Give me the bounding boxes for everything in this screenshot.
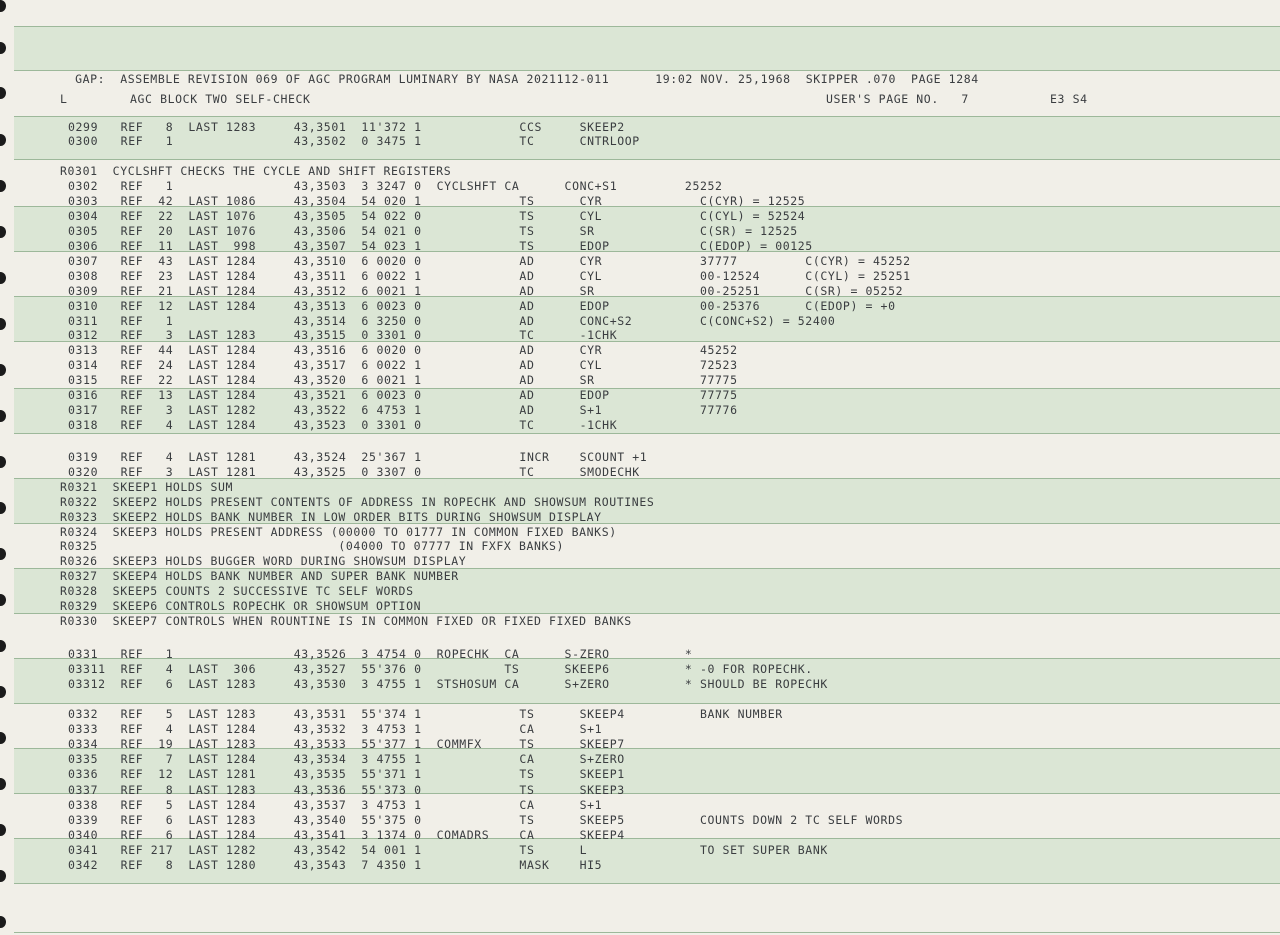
listing-line: 0332 REF 5 LAST 1283 43,3531 55'374 1 TS SKEEP4 BANK NUMBER [68, 707, 783, 721]
listing-line: R0301 CYCLSHFT CHECKS THE CYCLE AND SHIFT REGISTERS [60, 164, 452, 178]
header-right: 19:02 NOV. 25,1968 SKIPPER .070 PAGE 1284 [655, 72, 979, 86]
listing-line: 0338 REF 5 LAST 1284 43,3537 3 4753 1 CA S+1 [68, 797, 603, 812]
user-page-number: USER'S PAGE NO. 7 [826, 92, 969, 106]
page-header [60, 58, 979, 86]
listing-line: 0315 REF 22 LAST 1284 43,3520 6 0021 1 AD SR 77775 [68, 373, 738, 388]
page-code: E3 S4 [1050, 92, 1088, 106]
listing-line: R0326 SKEEP3 HOLDS BUGGER WORD DURING SHOWSUM DISPLAY [60, 554, 467, 569]
listing-line: R0325 (04000 TO 07777 IN FXFX BANKS) [60, 539, 565, 554]
listing-line: 0342 REF 8 LAST 1280 43,3543 7 4350 1 MASK HI5 [68, 858, 603, 872]
punch-hole [0, 778, 6, 790]
listing-line: 0310 REF 12 LAST 1284 43,3513 6 0023 0 AD EDOP 00-25376 C(EDOP) = +0 [68, 298, 896, 313]
rule-line [14, 26, 1280, 27]
punch-hole [0, 686, 6, 698]
punch-hole [0, 732, 6, 744]
listing-line: R0321 SKEEP1 HOLDS SUM [60, 479, 234, 494]
listing-line: 0335 REF 7 LAST 1284 43,3534 3 4755 1 CA S+ZERO [68, 752, 625, 767]
punch-hole [0, 640, 6, 652]
punch-hole [0, 272, 6, 284]
listing-line: R0322 SKEEP2 HOLDS PRESENT CONTENTS OF ADDRESS IN ROPECHK AND SHOWSUM ROUTINES [60, 494, 655, 509]
listing-line: 0307 REF 43 LAST 1284 43,3510 6 0020 0 AD CYR 37777 C(CYR) = 45252 [68, 253, 911, 268]
punch-hole [0, 364, 6, 376]
listing-line: 0300 REF 1 43,3502 0 3475 1 TC CNTRLOOP [68, 133, 640, 148]
listing-line: 0304 REF 22 LAST 1076 43,3505 54 022 0 TS CYL C(CYL) = 52524 [68, 208, 806, 223]
punch-hole [0, 870, 6, 882]
listing-line: 0302 REF 1 43,3503 3 3247 0 CYCLSHFT CA CONC+S1 25252 [68, 178, 723, 193]
listing-line: 0336 REF 12 LAST 1281 43,3535 55'371 1 TS SKEEP1 [68, 767, 625, 782]
rule-line [14, 932, 1280, 933]
listing-line: R0327 SKEEP4 HOLDS BANK NUMBER AND SUPER BANK NUMBER [60, 569, 459, 584]
punch-hole [0, 594, 6, 606]
listing-line: 03312 REF 6 LAST 1283 43,3530 3 4755 1 STSHOSUM CA S+ZERO * SHOULD BE ROPECHK [68, 676, 828, 691]
listing-line: 0319 REF 4 LAST 1281 43,3524 25'367 1 INCR SCOUNT +1 [68, 450, 648, 464]
listing-line: 0308 REF 23 LAST 1284 43,3511 6 0022 1 AD CYL 00-12524 C(CYL) = 25251 [68, 268, 911, 283]
punch-hole [0, 318, 6, 330]
punch-hole [0, 916, 6, 928]
listing-line: 0334 REF 19 LAST 1283 43,3533 55'377 1 COMMFX TS SKEEP7 [68, 737, 625, 752]
listing-line: 0337 REF 8 LAST 1283 43,3536 55'373 0 TS SKEEP3 [68, 782, 625, 797]
listing-line: 0317 REF 3 LAST 1282 43,3522 6 4753 1 AD S+1 77776 [68, 403, 738, 418]
punch-hole [0, 502, 6, 514]
listing-line: 0305 REF 20 LAST 1076 43,3506 54 021 0 TS SR C(SR) = 12525 [68, 223, 798, 238]
listing-line: 0311 REF 1 43,3514 6 3250 0 AD CONC+S2 C(CONC+S2) = 52400 [68, 313, 836, 328]
listing-line: 0306 REF 11 LAST 998 43,3507 54 023 1 TS EDOP C(EDOP) = 00125 [68, 238, 813, 253]
rule-line [14, 883, 1280, 884]
punch-hole [0, 548, 6, 560]
listing-line: 0341 REF 217 LAST 1282 43,3542 54 001 1 TS L TO SET SUPER BANK [68, 842, 828, 857]
listing-line: 0314 REF 24 LAST 1284 43,3517 6 0022 1 AD CYL 72523 [68, 358, 738, 373]
listing-line: 0299 REF 8 LAST 1283 43,3501 11'372 1 CCS SKEEP2 [68, 120, 625, 134]
margin-mark: L [60, 92, 68, 106]
listing-line: 0312 REF 3 LAST 1283 43,3515 0 3301 0 TC -1CHK [68, 328, 618, 343]
listing-line: R0329 SKEEP6 CONTROLS ROPECHK OR SHOWSUM OPTION [60, 599, 422, 613]
listing-line: 0313 REF 44 LAST 1284 43,3516 6 0020 0 AD CYR 45252 [68, 343, 738, 358]
listing-line: R0324 SKEEP3 HOLDS PRESENT ADDRESS (00000 TO 01777 IN COMMON FIXED BANKS) [60, 524, 617, 539]
listing-line: 0316 REF 13 LAST 1284 43,3521 6 0023 0 AD EDOP 77775 [68, 388, 738, 403]
listing-line: R0323 SKEEP2 HOLDS BANK NUMBER IN LOW ORDER BITS DURING SHOWSUM DISPLAY [60, 509, 602, 524]
listing-line: R0328 SKEEP5 COUNTS 2 SUCCESSIVE TC SELF WORDS [60, 584, 414, 599]
rule-line [14, 433, 1280, 434]
listing-line: 0303 REF 42 LAST 1086 43,3504 54 020 1 TS CYR C(CYR) = 12525 [68, 193, 806, 208]
listing-line: 0318 REF 4 LAST 1284 43,3523 0 3301 0 TC -1CHK [68, 418, 618, 433]
punch-hole [0, 0, 6, 12]
listing-title: AGC BLOCK TWO SELF-CHECK [130, 92, 311, 106]
punch-hole [0, 134, 6, 146]
punch-hole [0, 87, 6, 99]
header-rule [14, 70, 1280, 71]
punch-hole [0, 824, 6, 836]
listing-line: 03311 REF 4 LAST 306 43,3527 55'376 0 TS SKEEP6 * -0 FOR ROPECHK. [68, 661, 813, 676]
listing-line: 0333 REF 4 LAST 1284 43,3532 3 4753 1 CA S+1 [68, 722, 603, 737]
punch-hole [0, 226, 6, 238]
rule-line [14, 703, 1280, 704]
listing-line: 0309 REF 21 LAST 1284 43,3512 6 0021 1 AD SR 00-25251 C(SR) = 05252 [68, 283, 904, 298]
listing-line: 0320 REF 3 LAST 1281 43,3525 0 3307 0 TC SMODECHK [68, 464, 640, 479]
rule-line [14, 159, 1280, 160]
punch-hole [0, 410, 6, 422]
rule-line [14, 116, 1280, 117]
listing-line: 0340 REF 6 LAST 1284 43,3541 3 1374 0 COMADRS CA SKEEP4 [68, 827, 625, 842]
listing-line: 0339 REF 6 LAST 1283 43,3540 55'375 0 TS SKEEP5 COUNTS DOWN 2 TC SELF WORDS [68, 812, 904, 827]
listing-line: R0330 SKEEP7 CONTROLS WHEN ROUNTINE IS IN COMMON FIXED OR FIXED FIXED BANKS [60, 613, 632, 628]
listing-line: 0331 REF 1 43,3526 3 4754 0 ROPECHK CA S-ZERO * [68, 647, 693, 661]
punch-holes [0, 0, 10, 935]
header-left: GAP: ASSEMBLE REVISION 069 OF AGC PROGRAM LUMINARY BY NASA 2021112-011 [75, 72, 610, 86]
punch-hole [0, 180, 6, 192]
punch-hole [0, 42, 6, 54]
punch-hole [0, 456, 6, 468]
